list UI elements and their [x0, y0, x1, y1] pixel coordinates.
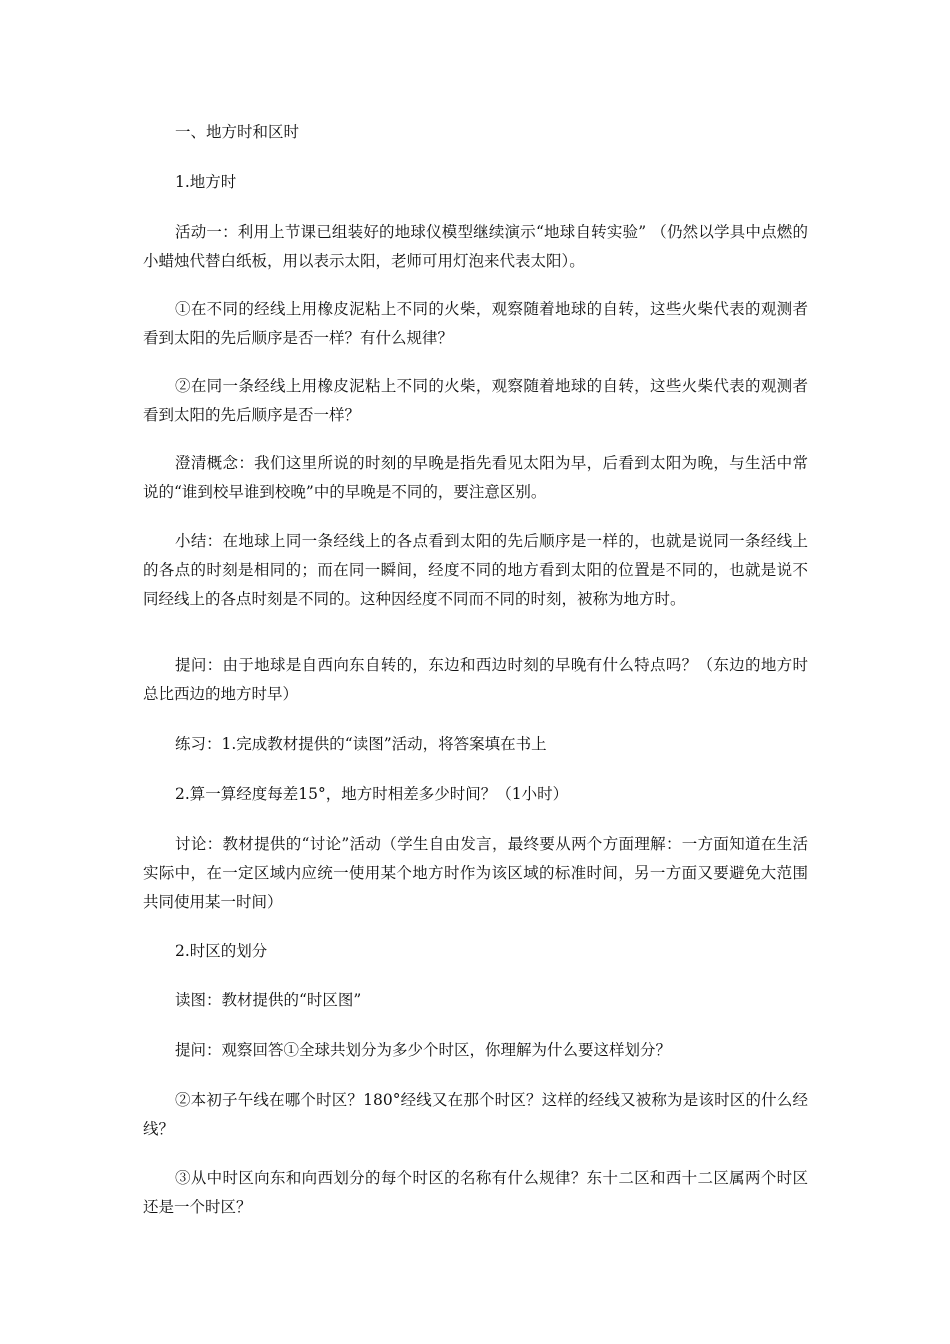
paragraph-question-east-west: 提问：由于地球是自西向东自转的，东边和西边时刻的早晚有什么特点吗？（东边的地方时总比西边的地方时早） [143, 656, 808, 703]
paragraph-summary: 小结：在地球上同一条经线上的各点看到太阳的先后顺序是一样的，也就是说同一条经线上的各点的时刻是相同的；而在同一瞬间，经度不同的地方看到太阳的位置是不同的，也就是说不同经线上的各点时刻是不同的。这种因经度不同而不同的时刻，被称为地方时。 [143, 532, 808, 608]
paragraph-question-zones: 提问：观察回答①全球共划分为多少个时区，你理解为什么要这样划分？ [175, 1041, 672, 1059]
paragraph-question-meridian: ②本初子午线在哪个时区？180°经线又在那个时区？这样的经线又被称为是该时区的什么经线？ [143, 1091, 808, 1138]
paragraph-question-naming: ③从中时区向东和向西划分的每个时区的名称有什么规律？东十二区和西十二区属两个时区还是一个时区？ [143, 1169, 808, 1216]
section-heading: 一、地方时和区时 [175, 123, 300, 141]
paragraph-discussion: 讨论：教材提供的“讨论”活动（学生自由发言，最终要从两个方面理解：一方面知道在生活实际中，在一定区域内应统一使用某个地方时作为该区域的标准时间，另一方面又要避免大范围共同使用某一时间） [143, 835, 808, 911]
subsection-heading-time-zones: 2.时区的划分 [175, 942, 268, 960]
paragraph-read-map: 读图：教材提供的“时区图” [175, 991, 362, 1009]
paragraph-question-1: ①在不同的经线上用橡皮泥粘上不同的火柴，观察随着地球的自转，这些火柴代表的观测者看到太阳的先后顺序是否一样？有什么规律？ [143, 300, 808, 347]
paragraph-question-2: ②在同一条经线上用橡皮泥粘上不同的火柴，观察随着地球的自转，这些火柴代表的观测者看到太阳的先后顺序是否一样？ [143, 377, 808, 424]
paragraph-exercise-1: 练习：1.完成教材提供的“读图”活动，将答案填在书上 [175, 735, 547, 753]
paragraph-activity: 活动一：利用上节课已组装好的地球仪模型继续演示“地球自转实验” （仍然以学具中点燃的小蜡烛代替白纸板，用以表示太阳，老师可用灯泡来代表太阳）。 [143, 223, 808, 270]
paragraph-clarification: 澄清概念：我们这里所说的时刻的早晚是指先看见太阳为早，后看到太阳为晚，与生活中常说的“谁到校早谁到校晚”中的早晚是不同的，要注意区别。 [143, 454, 808, 501]
paragraph-exercise-2: 2.算一算经度每差15°，地方时相差多少时间？（1小时） [175, 785, 569, 803]
subsection-heading: 1.地方时 [175, 173, 237, 191]
